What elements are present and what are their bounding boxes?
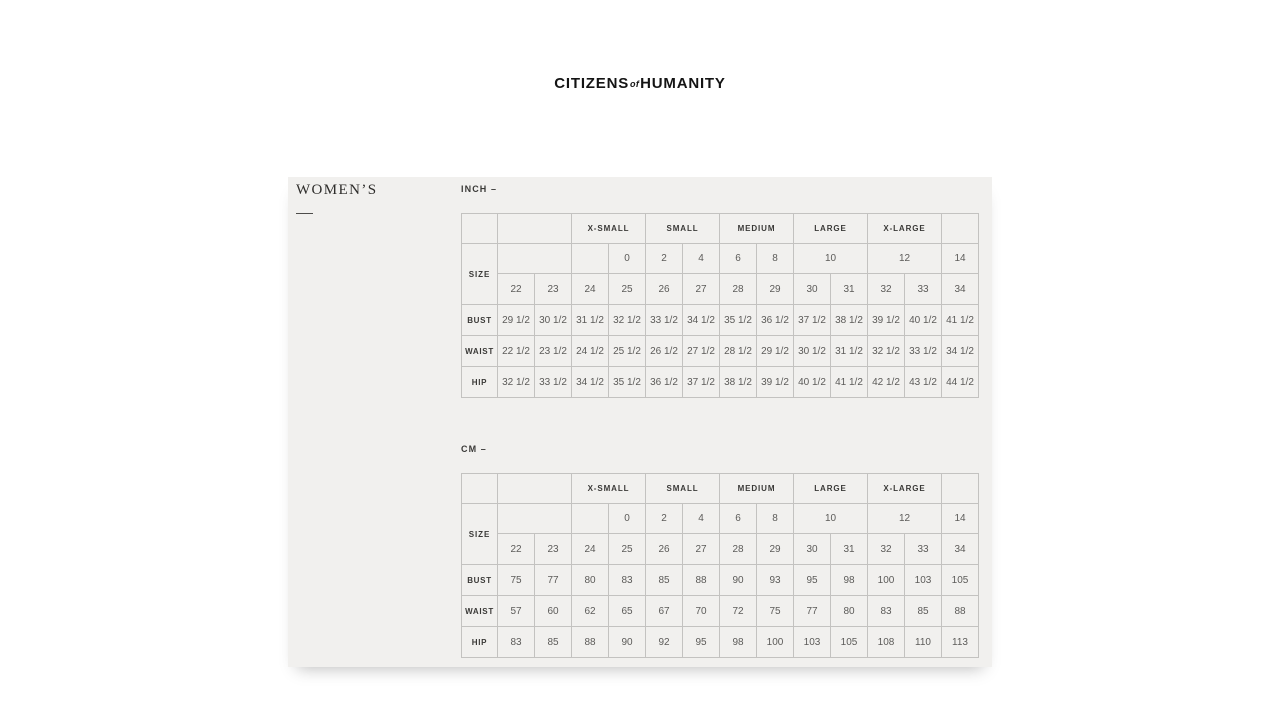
numeric-size-cell: 23 xyxy=(535,274,572,305)
measurement-value-cell: 105 xyxy=(831,627,868,658)
numeric-size-cell: 24 xyxy=(572,274,609,305)
blank-header-cell xyxy=(498,244,572,274)
measurement-value-cell: 98 xyxy=(720,627,757,658)
measurement-label-cell: WAIST xyxy=(462,596,498,627)
measurement-value-cell: 113 xyxy=(942,627,979,658)
numeric-size-cell: 25 xyxy=(609,274,646,305)
size-group-header-cell: X-LARGE xyxy=(868,474,942,504)
title-underline xyxy=(296,213,313,214)
measurement-row xyxy=(462,305,979,336)
measurement-value-cell: 88 xyxy=(572,627,609,658)
measurement-row xyxy=(462,627,979,658)
inch-section xyxy=(461,184,992,398)
size-group-header-cell: X-LARGE xyxy=(868,214,942,244)
measurement-value-cell: 57 xyxy=(498,596,535,627)
measurement-value-cell: 83 xyxy=(868,596,905,627)
measurement-value-cell: 35 1/2 xyxy=(609,367,646,398)
cm-unit-label: CM – xyxy=(461,444,487,454)
measurement-value-cell: 33 1/2 xyxy=(646,305,683,336)
us-size-cell: 12 xyxy=(868,244,942,274)
measurement-value-cell: 40 1/2 xyxy=(905,305,942,336)
measurement-value-cell: 31 1/2 xyxy=(572,305,609,336)
brand-logo xyxy=(0,75,1280,92)
measurement-value-cell: 77 xyxy=(794,596,831,627)
size-group-header-cell: SMALL xyxy=(646,214,720,244)
measurement-value-cell: 44 1/2 xyxy=(942,367,979,398)
measurement-value-cell: 35 1/2 xyxy=(720,305,757,336)
measurement-value-cell: 37 1/2 xyxy=(683,367,720,398)
measurement-value-cell: 34 1/2 xyxy=(572,367,609,398)
us-size-cell: 10 xyxy=(794,244,868,274)
cm-table-slot xyxy=(461,473,992,658)
measurement-value-cell: 37 1/2 xyxy=(794,305,831,336)
measurement-value-cell: 27 1/2 xyxy=(683,336,720,367)
us-size-cell: 14 xyxy=(942,244,979,274)
numeric-size-cell: 28 xyxy=(720,534,757,565)
blank-header-cell xyxy=(462,214,498,244)
blank-header-cell xyxy=(498,474,572,504)
measurement-label-cell: WAIST xyxy=(462,336,498,367)
blank-header-cell xyxy=(498,504,572,534)
measurement-value-cell: 34 1/2 xyxy=(683,305,720,336)
numeric-size-cell: 27 xyxy=(683,534,720,565)
measurement-value-cell: 67 xyxy=(646,596,683,627)
us-size-cell: 6 xyxy=(720,244,757,274)
measurement-row xyxy=(462,565,979,596)
measurement-value-cell: 30 1/2 xyxy=(535,305,572,336)
measurement-value-cell: 32 1/2 xyxy=(868,336,905,367)
numeric-size-cell: 31 xyxy=(831,534,868,565)
numeric-size-cell: 33 xyxy=(905,274,942,305)
numeric-size-cell: 34 xyxy=(942,534,979,565)
blank-header-cell xyxy=(942,474,979,504)
numeric-size-cell: 25 xyxy=(609,534,646,565)
size-group-header-cell: SMALL xyxy=(646,474,720,504)
measurement-value-cell: 28 1/2 xyxy=(720,336,757,367)
logo-citizens: CITIZENS xyxy=(554,75,630,92)
measurement-value-cell: 95 xyxy=(683,627,720,658)
us-size-cell: 6 xyxy=(720,504,757,534)
measurement-value-cell: 33 1/2 xyxy=(535,367,572,398)
section-sidebar xyxy=(288,177,461,667)
measurement-value-cell: 90 xyxy=(720,565,757,596)
logo-of: of xyxy=(630,79,640,89)
size-tables-area xyxy=(461,177,992,667)
measurement-value-cell: 75 xyxy=(498,565,535,596)
size-group-header-cell: MEDIUM xyxy=(720,474,794,504)
measurement-value-cell: 65 xyxy=(609,596,646,627)
cm-size-table xyxy=(461,473,979,658)
measurement-value-cell: 39 1/2 xyxy=(868,305,905,336)
measurement-value-cell: 77 xyxy=(535,565,572,596)
measurement-value-cell: 100 xyxy=(757,627,794,658)
measurement-value-cell: 34 1/2 xyxy=(942,336,979,367)
section-title: WOMEN’S xyxy=(296,182,378,198)
numeric-size-cell: 29 xyxy=(757,534,794,565)
measurement-value-cell: 98 xyxy=(831,565,868,596)
size-label-cell: SIZE xyxy=(462,244,498,305)
numeric-size-cell: 30 xyxy=(794,274,831,305)
measurement-value-cell: 90 xyxy=(609,627,646,658)
us-size-cell: 8 xyxy=(757,244,794,274)
blank-header-cell xyxy=(572,504,609,534)
numeric-size-cell: 23 xyxy=(535,534,572,565)
numeric-size-cell: 26 xyxy=(646,274,683,305)
numeric-size-cell: 27 xyxy=(683,274,720,305)
measurement-value-cell: 85 xyxy=(905,596,942,627)
numeric-size-cell: 29 xyxy=(757,274,794,305)
measurement-value-cell: 33 1/2 xyxy=(905,336,942,367)
blank-header-cell xyxy=(462,474,498,504)
measurement-value-cell: 24 1/2 xyxy=(572,336,609,367)
measurement-label-cell: BUST xyxy=(462,565,498,596)
measurement-row xyxy=(462,596,979,627)
measurement-value-cell: 25 1/2 xyxy=(609,336,646,367)
numeric-size-cell: 28 xyxy=(720,274,757,305)
measurement-value-cell: 80 xyxy=(831,596,868,627)
measurement-value-cell: 23 1/2 xyxy=(535,336,572,367)
cm-section xyxy=(461,444,992,658)
measurement-value-cell: 38 1/2 xyxy=(720,367,757,398)
us-size-cell: 14 xyxy=(942,504,979,534)
measurement-label-cell: HIP xyxy=(462,367,498,398)
measurement-value-cell: 36 1/2 xyxy=(646,367,683,398)
measurement-value-cell: 31 1/2 xyxy=(831,336,868,367)
numeric-size-cell: 33 xyxy=(905,534,942,565)
blank-header-cell xyxy=(498,214,572,244)
measurement-value-cell: 40 1/2 xyxy=(794,367,831,398)
measurement-row xyxy=(462,336,979,367)
blank-header-cell xyxy=(572,244,609,274)
measurement-row xyxy=(462,367,979,398)
us-size-cell: 10 xyxy=(794,504,868,534)
measurement-value-cell: 72 xyxy=(720,596,757,627)
size-label-cell: SIZE xyxy=(462,504,498,565)
us-size-cell: 0 xyxy=(609,244,646,274)
us-size-cell: 4 xyxy=(683,504,720,534)
blank-header-cell xyxy=(942,214,979,244)
measurement-value-cell: 108 xyxy=(868,627,905,658)
measurement-value-cell: 32 1/2 xyxy=(498,367,535,398)
size-group-header-cell: X-SMALL xyxy=(572,214,646,244)
measurement-label-cell: BUST xyxy=(462,305,498,336)
measurement-value-cell: 92 xyxy=(646,627,683,658)
numeric-size-cell: 26 xyxy=(646,534,683,565)
logo-humanity: HUMANITY xyxy=(640,75,726,92)
size-guide-panel xyxy=(288,177,992,667)
measurement-value-cell: 85 xyxy=(646,565,683,596)
measurement-value-cell: 41 1/2 xyxy=(942,305,979,336)
measurement-value-cell: 41 1/2 xyxy=(831,367,868,398)
us-size-cell: 2 xyxy=(646,504,683,534)
measurement-value-cell: 80 xyxy=(572,565,609,596)
measurement-value-cell: 43 1/2 xyxy=(905,367,942,398)
measurement-value-cell: 93 xyxy=(757,565,794,596)
measurement-value-cell: 22 1/2 xyxy=(498,336,535,367)
measurement-value-cell: 42 1/2 xyxy=(868,367,905,398)
measurement-value-cell: 110 xyxy=(905,627,942,658)
measurement-value-cell: 95 xyxy=(794,565,831,596)
measurement-value-cell: 105 xyxy=(942,565,979,596)
measurement-value-cell: 103 xyxy=(905,565,942,596)
size-group-header-cell: LARGE xyxy=(794,214,868,244)
us-size-cell: 4 xyxy=(683,244,720,274)
numeric-size-cell: 24 xyxy=(572,534,609,565)
measurement-value-cell: 88 xyxy=(683,565,720,596)
us-size-cell: 12 xyxy=(868,504,942,534)
measurement-value-cell: 29 1/2 xyxy=(757,336,794,367)
measurement-value-cell: 103 xyxy=(794,627,831,658)
us-size-cell: 8 xyxy=(757,504,794,534)
measurement-value-cell: 75 xyxy=(757,596,794,627)
numeric-size-cell: 22 xyxy=(498,274,535,305)
measurement-label-cell: HIP xyxy=(462,627,498,658)
measurement-value-cell: 60 xyxy=(535,596,572,627)
measurement-value-cell: 70 xyxy=(683,596,720,627)
measurement-value-cell: 83 xyxy=(609,565,646,596)
measurement-value-cell: 32 1/2 xyxy=(609,305,646,336)
numeric-size-cell: 32 xyxy=(868,534,905,565)
numeric-size-cell: 34 xyxy=(942,274,979,305)
numeric-size-cell: 22 xyxy=(498,534,535,565)
measurement-value-cell: 85 xyxy=(535,627,572,658)
measurement-value-cell: 26 1/2 xyxy=(646,336,683,367)
measurement-value-cell: 62 xyxy=(572,596,609,627)
us-size-cell: 0 xyxy=(609,504,646,534)
measurement-value-cell: 39 1/2 xyxy=(757,367,794,398)
size-group-header-cell: X-SMALL xyxy=(572,474,646,504)
measurement-value-cell: 36 1/2 xyxy=(757,305,794,336)
measurement-value-cell: 83 xyxy=(498,627,535,658)
inch-unit-label: INCH – xyxy=(461,184,498,194)
inch-size-table xyxy=(461,213,979,398)
size-group-header-cell: LARGE xyxy=(794,474,868,504)
measurement-value-cell: 30 1/2 xyxy=(794,336,831,367)
measurement-value-cell: 29 1/2 xyxy=(498,305,535,336)
numeric-size-cell: 32 xyxy=(868,274,905,305)
measurement-value-cell: 38 1/2 xyxy=(831,305,868,336)
inch-table-slot xyxy=(461,213,992,398)
numeric-size-cell: 31 xyxy=(831,274,868,305)
measurement-value-cell: 88 xyxy=(942,596,979,627)
us-size-cell: 2 xyxy=(646,244,683,274)
size-group-header-cell: MEDIUM xyxy=(720,214,794,244)
measurement-value-cell: 100 xyxy=(868,565,905,596)
numeric-size-cell: 30 xyxy=(794,534,831,565)
